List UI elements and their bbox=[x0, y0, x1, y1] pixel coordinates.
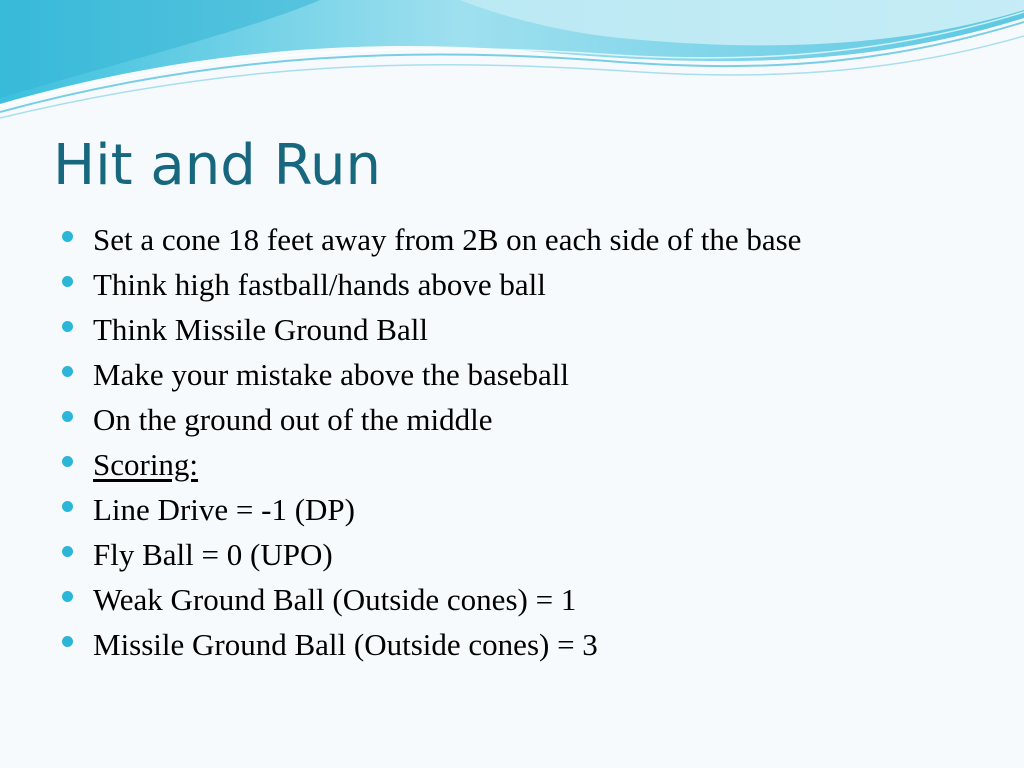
bullet-dot-icon bbox=[62, 636, 73, 647]
bullet-item bbox=[62, 577, 1002, 622]
bullet-text: Line Drive = -1 (DP) bbox=[93, 491, 355, 527]
bullet-text: Fly Ball = 0 (UPO) bbox=[93, 536, 333, 572]
bullet-text: Set a cone 18 feet away from 2B on each side of the base bbox=[93, 221, 802, 257]
bullet-dot-icon bbox=[62, 411, 73, 422]
bullet-text: Think Missile Ground Ball bbox=[93, 311, 428, 347]
bullet-dot-icon bbox=[62, 231, 73, 242]
bullet-text: On the ground out of the middle bbox=[93, 401, 493, 437]
bullet-dot-icon bbox=[62, 276, 73, 287]
bullet-item bbox=[62, 622, 1002, 667]
bullet-item bbox=[62, 487, 1002, 532]
bullet-item bbox=[62, 532, 1002, 577]
bullet-dot-icon bbox=[62, 456, 73, 467]
bullet-text: Think high fastball/hands above ball bbox=[93, 266, 546, 302]
bullet-item bbox=[62, 397, 1002, 442]
bullet-list bbox=[62, 217, 1002, 667]
bullet-text: Weak Ground Ball (Outside cones) = 1 bbox=[93, 581, 577, 617]
header-wave-decoration bbox=[0, 0, 1024, 130]
bullet-dot-icon bbox=[62, 366, 73, 377]
bullet-item bbox=[62, 307, 1002, 352]
slide-title: Hit and Run bbox=[53, 133, 381, 198]
scoring-heading: Scoring: bbox=[93, 446, 199, 482]
bullet-item-scoring bbox=[62, 442, 1002, 487]
bullet-dot-icon bbox=[62, 501, 73, 512]
bullet-dot-icon bbox=[62, 321, 73, 332]
bullet-item bbox=[62, 217, 1002, 262]
bullet-item bbox=[62, 352, 1002, 397]
bullet-item bbox=[62, 262, 1002, 307]
bullet-dot-icon bbox=[62, 591, 73, 602]
bullet-dot-icon bbox=[62, 546, 73, 557]
bullet-text: Missile Ground Ball (Outside cones) = 3 bbox=[93, 626, 598, 662]
bullet-text: Make your mistake above the baseball bbox=[93, 356, 570, 392]
